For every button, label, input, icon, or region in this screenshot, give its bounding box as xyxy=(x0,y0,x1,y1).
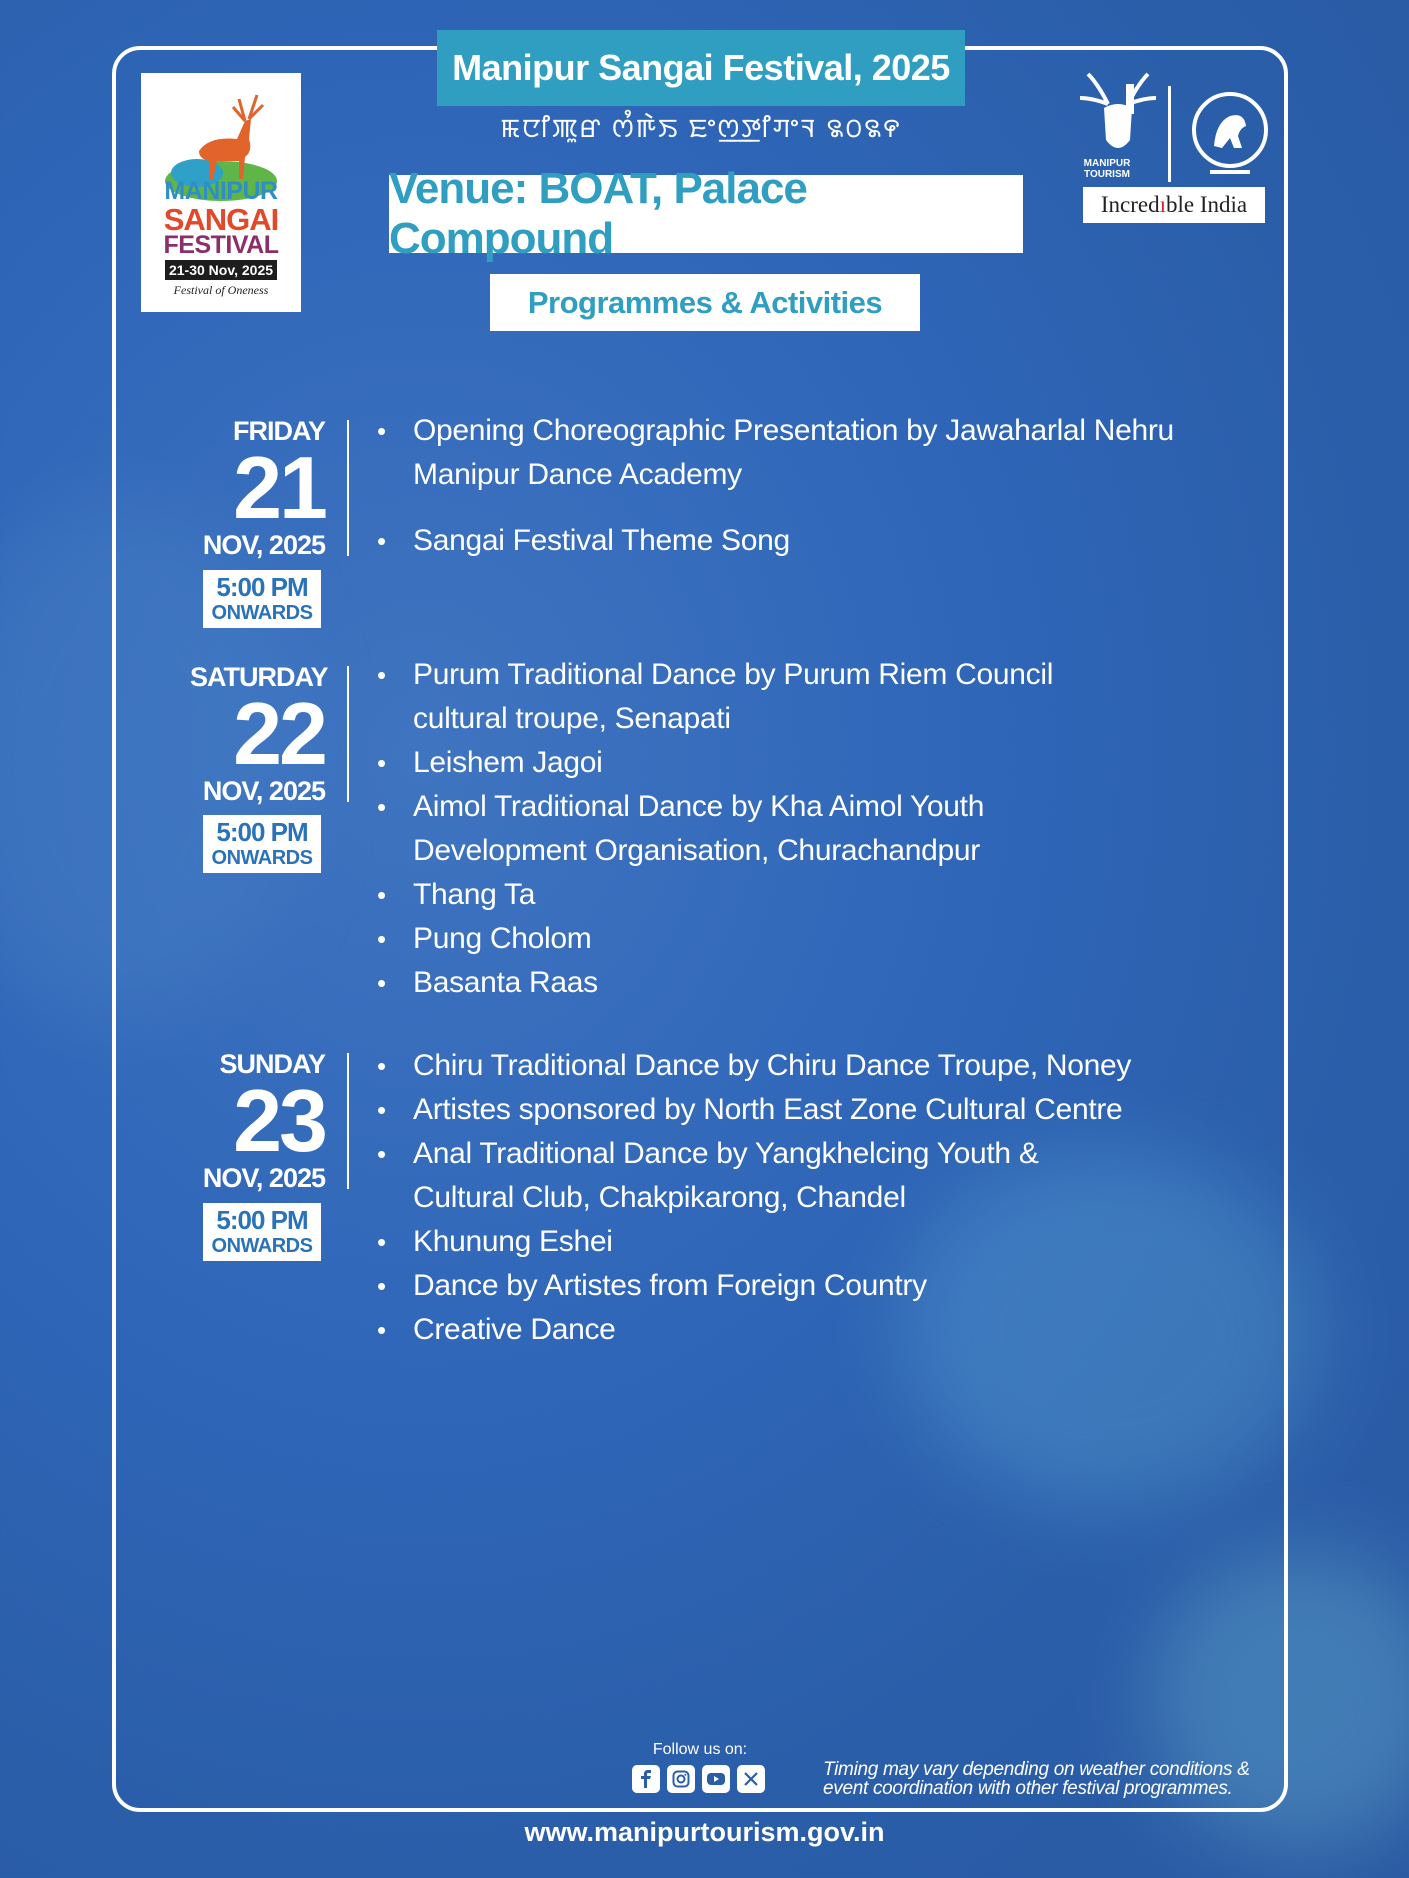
list-item: • Pung Cholom xyxy=(375,917,1053,961)
day-block-friday xyxy=(190,416,325,560)
festival-title: Manipur Sangai Festival, 2025 xyxy=(437,30,965,106)
list-item: • Basanta Raas xyxy=(375,961,1053,1005)
logo-line-sangai: SANGAI xyxy=(163,202,279,237)
meitei-title: ꯃꯅꯤꯄꯨꯔ ꯁꯪꯒꯥꯏ ꯐꯦꯁ꯭ꯇꯤꯚꯦꯜ ꯲꯰꯲꯵ xyxy=(500,113,902,143)
day-divider xyxy=(347,1053,349,1189)
list-item: • Khunung Eshei xyxy=(375,1220,1131,1264)
list-item-continued: Development Organisation, Churachandpur xyxy=(413,834,980,867)
red-dot: ı xyxy=(1159,192,1166,217)
logo-dates: 21-30 Nov, 2025 xyxy=(165,260,277,280)
list-item-continued: cultural troupe, Senapati xyxy=(413,702,731,735)
instagram-icon[interactable] xyxy=(667,1765,695,1793)
time-badge: 5:00 PM ONWARDS xyxy=(203,570,321,628)
list-item: • Dance by Artistes from Foreign Country xyxy=(375,1264,1131,1308)
day-name: SATURDAY xyxy=(190,662,328,692)
list-item: • Leishem Jagoi xyxy=(375,741,1053,785)
logo-tagline: Festival of Oneness xyxy=(173,283,269,297)
day-name: FRIDAY xyxy=(232,416,325,446)
day-number: 22 xyxy=(233,684,325,783)
day-number: 21 xyxy=(233,438,325,537)
logo-line-manipur: MANIPUR xyxy=(164,177,278,205)
list-item: • Thang Ta xyxy=(375,873,1053,917)
list-item: • Sangai Festival Theme Song xyxy=(375,519,1174,563)
state-emblem-icon xyxy=(1190,86,1270,182)
day-block-sunday xyxy=(190,1049,325,1193)
time-badge: 5:00 PM ONWARDS xyxy=(203,1203,321,1261)
logo-line-festival: FESTIVAL xyxy=(163,231,279,259)
day-divider xyxy=(347,420,349,556)
day-month: NOV, 2025 xyxy=(202,1163,325,1193)
time-badge: 5:00 PM ONWARDS xyxy=(203,815,321,873)
social-links xyxy=(632,1765,765,1793)
follow-us-label: Follow us on: xyxy=(652,1741,748,1758)
festival-logo xyxy=(141,73,301,312)
list-item-continued: Cultural Club, Chakpikarong, Chandel xyxy=(413,1181,906,1214)
day-number: 23 xyxy=(233,1071,325,1170)
list-item: • Purum Traditional Dance by Purum Riem Council xyxy=(375,653,1053,697)
event-list xyxy=(375,409,1174,563)
list-item: • Anal Traditional Dance by Yangkhelcing Youth & xyxy=(375,1132,1131,1176)
day-month: NOV, 2025 xyxy=(202,776,325,806)
event-list xyxy=(375,653,1053,1005)
event-list xyxy=(375,1044,1131,1352)
day-name: SUNDAY xyxy=(219,1049,325,1079)
programmes-heading: Programmes & Activities xyxy=(490,274,920,331)
day-month: NOV, 2025 xyxy=(202,530,325,560)
list-item: • Artistes sponsored by North East Zone Cultural Centre xyxy=(375,1088,1131,1132)
x-icon[interactable] xyxy=(737,1765,765,1793)
day-divider xyxy=(347,666,349,802)
manipur-tourism-label: MANIPUR TOURISM xyxy=(1083,158,1131,180)
list-item: • Creative Dance xyxy=(375,1308,1131,1352)
list-item: • Opening Choreographic Presentation by Jawaharlal Nehru xyxy=(375,409,1174,453)
timing-disclaimer: Timing may vary depending on weather conditions & event coordination with other festival programmes. xyxy=(823,1759,1250,1799)
venue-banner: Venue: BOAT, Palace Compound xyxy=(389,175,1023,253)
facebook-icon[interactable] xyxy=(632,1765,660,1793)
website-link[interactable]: www.manipurtourism.gov.in xyxy=(524,1817,885,1847)
logo-divider xyxy=(1168,86,1171,182)
list-item-continued: Manipur Dance Academy xyxy=(413,458,742,491)
list-item: • Chiru Traditional Dance by Chiru Dance Troupe, Noney xyxy=(375,1044,1131,1088)
list-item: • Aimol Traditional Dance by Kha Aimol Youth xyxy=(375,785,1053,829)
youtube-icon[interactable] xyxy=(702,1765,730,1793)
day-block-saturday xyxy=(190,662,328,806)
incredible-india-logo: Incred ı ble India xyxy=(1083,187,1265,223)
